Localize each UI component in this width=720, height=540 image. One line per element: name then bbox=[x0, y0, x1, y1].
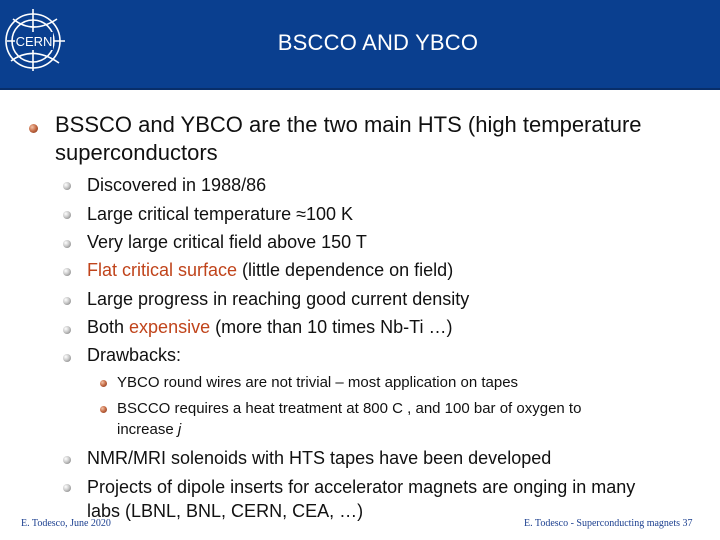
sub-bullet-icon bbox=[63, 354, 71, 362]
main-bullet-line1: BSSCO and YBCO are the two main HTS (high temperature bbox=[55, 112, 642, 137]
sub-bullet-rest: (little dependence on field) bbox=[237, 260, 454, 280]
sub-bullet-icon bbox=[63, 456, 71, 464]
slide-title: BSCCO AND YBCO bbox=[277, 30, 479, 55]
drawback-bscco-italic: j bbox=[177, 421, 182, 438]
sub-bullet-dipole-line1: Projects of dipole inserts for accelerator magnets are onging in many bbox=[87, 477, 636, 497]
footer-right: E. Todesco - Superconducting magnets 37 bbox=[524, 518, 693, 529]
sub-bullet-current-density: Large progress in reaching good current density bbox=[87, 289, 470, 309]
sub-sub-bullet-icon bbox=[100, 380, 107, 387]
sub-bullet-dipole-line2: labs (LBNL, BNL, CERN, CEA, …) bbox=[87, 501, 364, 521]
sub-bullet-rest: (more than 10 times Nb-Ti …) bbox=[210, 317, 453, 337]
sub-sub-bullet-icon bbox=[100, 406, 107, 413]
sub-bullet-icon bbox=[63, 297, 71, 305]
main-bullet-line2: superconductors bbox=[55, 140, 218, 165]
drawback-ybco: YBCO round wires are not trivial – most application on tapes bbox=[117, 374, 519, 391]
drawback-bscco-line1: BSCCO requires a heat treatment at 800 C , and 100 bar of oxygen to bbox=[117, 400, 582, 417]
bullet-icon bbox=[29, 124, 38, 133]
sub-bullet-icon bbox=[63, 268, 71, 276]
svg-text:CERN: CERN bbox=[15, 34, 53, 49]
sub-bullet-flat-surface bbox=[87, 258, 453, 282]
sub-bullet-icon bbox=[63, 326, 71, 334]
sub-bullet-discovered: Discovered in 1988/86 bbox=[87, 175, 267, 195]
footer-left: E. Todesco, June 2020 bbox=[21, 518, 111, 529]
sub-bullet-icon bbox=[63, 240, 71, 248]
sub-bullet-icon bbox=[63, 211, 71, 219]
highlight-text: Flat critical surface bbox=[87, 260, 238, 280]
slide-header bbox=[0, 0, 720, 90]
drawback-bscco-line2-text: increase bbox=[117, 421, 178, 438]
sub-bullet-pre: Both bbox=[87, 317, 130, 337]
sub-bullet-drawbacks: Drawbacks: bbox=[87, 345, 182, 365]
highlight-text: expensive bbox=[129, 317, 211, 337]
sub-bullet-icon bbox=[63, 182, 71, 190]
sub-bullet-critical-field: Very large critical field above 150 T bbox=[87, 232, 367, 252]
sub-bullet-icon bbox=[63, 484, 71, 492]
sub-bullet-expensive bbox=[87, 315, 453, 339]
sub-bullet-critical-temperature: Large critical temperature ≈100 K bbox=[87, 204, 354, 224]
sub-bullet-nmr-mri: NMR/MRI solenoids with HTS tapes have been developed bbox=[87, 448, 552, 468]
drawback-bscco-line2 bbox=[117, 419, 181, 440]
